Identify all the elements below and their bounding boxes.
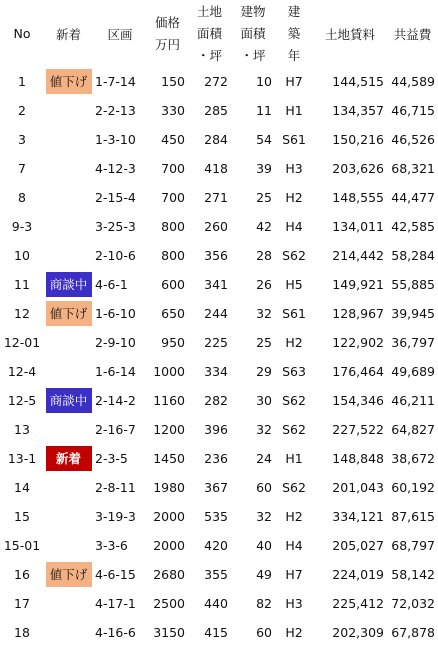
row-no: 12 bbox=[14, 306, 30, 321]
row-bldg-area: 32 bbox=[256, 422, 272, 437]
row-bldg-area: 49 bbox=[256, 567, 272, 582]
row-price: 800 bbox=[161, 248, 185, 263]
table-row bbox=[0, 444, 438, 473]
row-land-rent: 149,921 bbox=[332, 277, 384, 292]
row-badge bbox=[44, 270, 93, 299]
row-price: 450 bbox=[161, 132, 185, 147]
row-common-fee: 46,715 bbox=[391, 103, 435, 118]
table-row bbox=[0, 589, 438, 618]
row-land-area: 356 bbox=[204, 248, 228, 263]
row-badge bbox=[44, 299, 93, 328]
row-land-area: 271 bbox=[204, 190, 228, 205]
row-badge bbox=[44, 386, 93, 415]
row-price: 2000 bbox=[153, 509, 185, 524]
row-lot: 3-3-6 bbox=[95, 538, 128, 553]
row-common-fee: 44,589 bbox=[391, 74, 435, 89]
table-row bbox=[0, 154, 438, 183]
table-row bbox=[0, 473, 438, 502]
status-badge: 新着 bbox=[46, 446, 92, 471]
table-row bbox=[0, 415, 438, 444]
row-land-rent: 150,216 bbox=[332, 132, 384, 147]
row-land-rent: 203,626 bbox=[332, 161, 384, 176]
header-bldg-line1: 建物 bbox=[240, 3, 266, 19]
header-built-line1: 建 bbox=[287, 3, 301, 19]
row-price: 600 bbox=[161, 277, 185, 292]
row-bldg-area: 30 bbox=[256, 393, 272, 408]
row-price: 800 bbox=[161, 219, 185, 234]
header-bldg-area bbox=[231, 0, 275, 67]
row-bldg-area: 11 bbox=[256, 103, 272, 118]
row-badge bbox=[44, 125, 93, 154]
row-badge bbox=[44, 212, 93, 241]
row-bldg-area: 28 bbox=[256, 248, 272, 263]
row-price: 950 bbox=[161, 335, 185, 350]
row-land-rent: 227,522 bbox=[332, 422, 384, 437]
row-land-rent: 225,412 bbox=[332, 596, 384, 611]
row-land-area: 396 bbox=[204, 422, 228, 437]
row-common-fee: 68,321 bbox=[391, 161, 435, 176]
row-lot: 4-12-3 bbox=[95, 161, 136, 176]
row-price: 1450 bbox=[153, 451, 185, 466]
header-price-line2: 万円 bbox=[154, 36, 180, 52]
table-row bbox=[0, 357, 438, 386]
table-row bbox=[0, 386, 438, 415]
row-land-rent: 134,357 bbox=[332, 103, 384, 118]
row-price: 1000 bbox=[153, 364, 185, 379]
row-badge bbox=[44, 415, 93, 444]
table-row bbox=[0, 212, 438, 241]
row-land-area: 260 bbox=[204, 219, 228, 234]
row-bldg-area: 29 bbox=[256, 364, 272, 379]
header-bldg-line2: 面積 bbox=[240, 25, 266, 41]
row-badge bbox=[44, 154, 93, 183]
table-row bbox=[0, 328, 438, 357]
table-row bbox=[0, 560, 438, 589]
row-no: 12-5 bbox=[7, 393, 37, 408]
row-land-area: 440 bbox=[204, 596, 228, 611]
row-land-rent: 224,019 bbox=[332, 567, 384, 582]
row-common-fee: 58,284 bbox=[391, 248, 435, 263]
row-bldg-area: 54 bbox=[256, 132, 272, 147]
row-no: 17 bbox=[14, 596, 30, 611]
row-built-year: S63 bbox=[282, 364, 306, 379]
row-bldg-area: 32 bbox=[256, 509, 272, 524]
row-badge bbox=[44, 502, 93, 531]
table-row bbox=[0, 270, 438, 299]
row-lot: 2-8-11 bbox=[95, 480, 136, 495]
row-common-fee: 67,878 bbox=[391, 625, 435, 640]
row-land-rent: 148,555 bbox=[332, 190, 384, 205]
row-price: 1200 bbox=[153, 422, 185, 437]
row-land-area: 284 bbox=[204, 132, 228, 147]
row-price: 700 bbox=[161, 161, 185, 176]
row-no: 13 bbox=[14, 422, 30, 437]
row-bldg-area: 82 bbox=[256, 596, 272, 611]
row-badge bbox=[44, 241, 93, 270]
row-built-year: S61 bbox=[282, 306, 306, 321]
row-badge bbox=[44, 560, 93, 589]
row-built-year: H3 bbox=[285, 596, 303, 611]
row-built-year: H1 bbox=[285, 103, 303, 118]
header-common-fee: 共益費 bbox=[393, 26, 432, 42]
row-badge bbox=[44, 444, 93, 473]
row-no: 14 bbox=[14, 480, 30, 495]
row-common-fee: 60,192 bbox=[391, 480, 435, 495]
row-built-year: H4 bbox=[285, 538, 303, 553]
row-built-year: S62 bbox=[282, 422, 306, 437]
row-price: 3150 bbox=[153, 625, 185, 640]
header-price-line1: 価格 bbox=[154, 14, 180, 30]
row-no: 16 bbox=[14, 567, 30, 582]
row-land-rent: 144,515 bbox=[332, 74, 384, 89]
header-land-area bbox=[188, 0, 231, 67]
row-lot: 2-9-10 bbox=[95, 335, 136, 350]
row-common-fee: 39,945 bbox=[391, 306, 435, 321]
row-badge bbox=[44, 328, 93, 357]
row-bldg-area: 60 bbox=[256, 480, 272, 495]
row-built-year: H2 bbox=[285, 625, 303, 640]
row-common-fee: 87,615 bbox=[391, 509, 435, 524]
row-price: 2500 bbox=[153, 596, 185, 611]
row-no: 15-01 bbox=[3, 538, 41, 553]
table-row bbox=[0, 96, 438, 125]
row-built-year: H2 bbox=[285, 335, 303, 350]
row-built-year: H7 bbox=[285, 74, 303, 89]
row-bldg-area: 40 bbox=[256, 538, 272, 553]
row-land-rent: 176,464 bbox=[332, 364, 384, 379]
row-land-rent: 154,346 bbox=[332, 393, 384, 408]
header-built-line2: 築 bbox=[287, 25, 301, 41]
row-lot: 4-16-6 bbox=[95, 625, 136, 640]
row-badge bbox=[44, 67, 93, 96]
status-badge: 商談中 bbox=[46, 272, 92, 297]
row-built-year: H2 bbox=[285, 509, 303, 524]
table-row bbox=[0, 67, 438, 96]
row-badge bbox=[44, 589, 93, 618]
header-no: No bbox=[13, 26, 31, 41]
table-row bbox=[0, 299, 438, 328]
row-built-year: H7 bbox=[285, 567, 303, 582]
row-lot: 2-16-7 bbox=[95, 422, 136, 437]
row-badge bbox=[44, 183, 93, 212]
row-price: 1980 bbox=[153, 480, 185, 495]
row-land-rent: 201,043 bbox=[332, 480, 384, 495]
row-land-area: 244 bbox=[204, 306, 228, 321]
header-new: 新着 bbox=[55, 26, 81, 42]
row-land-rent: 148,848 bbox=[332, 451, 384, 466]
row-land-area: 225 bbox=[204, 335, 228, 350]
row-land-area: 355 bbox=[204, 567, 228, 582]
row-bldg-area: 39 bbox=[256, 161, 272, 176]
row-built-year: S62 bbox=[282, 480, 306, 495]
row-no: 1 bbox=[18, 74, 26, 89]
row-no: 11 bbox=[14, 277, 30, 292]
row-lot: 2-15-4 bbox=[95, 190, 136, 205]
row-bldg-area: 24 bbox=[256, 451, 272, 466]
row-built-year: H1 bbox=[285, 451, 303, 466]
table-row bbox=[0, 183, 438, 212]
row-common-fee: 55,885 bbox=[391, 277, 435, 292]
row-land-area: 415 bbox=[204, 625, 228, 640]
row-bldg-area: 32 bbox=[256, 306, 272, 321]
row-lot: 4-17-1 bbox=[95, 596, 136, 611]
row-no: 2 bbox=[18, 103, 26, 118]
row-land-rent: 128,967 bbox=[332, 306, 384, 321]
row-land-rent: 134,011 bbox=[332, 219, 384, 234]
row-price: 150 bbox=[161, 74, 185, 89]
row-land-area: 341 bbox=[204, 277, 228, 292]
row-lot: 2-10-6 bbox=[95, 248, 136, 263]
row-lot: 2-2-13 bbox=[95, 103, 136, 118]
header-bldg-line3: ・坪 bbox=[240, 47, 266, 63]
header-row bbox=[0, 0, 438, 67]
row-land-rent: 202,309 bbox=[332, 625, 384, 640]
row-badge bbox=[44, 531, 93, 560]
row-land-area: 272 bbox=[204, 74, 228, 89]
table-row bbox=[0, 531, 438, 560]
row-badge bbox=[44, 357, 93, 386]
row-common-fee: 58,142 bbox=[391, 567, 435, 582]
row-common-fee: 64,827 bbox=[391, 422, 435, 437]
row-built-year: H5 bbox=[285, 277, 303, 292]
row-bldg-area: 60 bbox=[256, 625, 272, 640]
row-common-fee: 44,477 bbox=[391, 190, 435, 205]
table-row bbox=[0, 502, 438, 531]
table-row bbox=[0, 125, 438, 154]
row-lot: 4-6-1 bbox=[95, 277, 128, 292]
row-price: 2000 bbox=[153, 538, 185, 553]
header-land-line1: 土地 bbox=[196, 3, 222, 19]
row-common-fee: 36,797 bbox=[391, 335, 435, 350]
row-no: 8 bbox=[18, 190, 26, 205]
row-no: 12-4 bbox=[7, 364, 37, 379]
row-lot: 3-25-3 bbox=[95, 219, 136, 234]
row-price: 1160 bbox=[153, 393, 185, 408]
row-lot: 1-6-14 bbox=[95, 364, 136, 379]
row-built-year: H3 bbox=[285, 161, 303, 176]
row-bldg-area: 25 bbox=[256, 335, 272, 350]
row-built-year: H4 bbox=[285, 219, 303, 234]
status-badge: 値下げ bbox=[46, 69, 92, 94]
table-body bbox=[0, 67, 438, 647]
row-price: 700 bbox=[161, 190, 185, 205]
row-lot: 1-3-10 bbox=[95, 132, 136, 147]
row-badge bbox=[44, 96, 93, 125]
row-no: 15 bbox=[14, 509, 30, 524]
table-row bbox=[0, 618, 438, 647]
row-price: 330 bbox=[161, 103, 185, 118]
header-land-line3: ・坪 bbox=[196, 47, 222, 63]
status-badge: 値下げ bbox=[46, 301, 92, 326]
row-price: 2680 bbox=[153, 567, 185, 582]
row-land-rent: 205,027 bbox=[332, 538, 384, 553]
row-lot: 2-14-2 bbox=[95, 393, 136, 408]
row-common-fee: 46,211 bbox=[391, 393, 435, 408]
row-lot: 1-7-14 bbox=[95, 74, 136, 89]
row-land-area: 334 bbox=[204, 364, 228, 379]
row-no: 18 bbox=[14, 625, 30, 640]
row-badge bbox=[44, 473, 93, 502]
row-bldg-area: 25 bbox=[256, 190, 272, 205]
header-land-rent: 土地賃料 bbox=[324, 26, 375, 42]
row-land-rent: 214,442 bbox=[332, 248, 384, 263]
row-built-year: S62 bbox=[282, 393, 306, 408]
row-lot: 4-6-15 bbox=[95, 567, 136, 582]
row-common-fee: 72,032 bbox=[391, 596, 435, 611]
header-lot: 区画 bbox=[107, 26, 133, 42]
row-land-area: 367 bbox=[204, 480, 228, 495]
row-land-area: 282 bbox=[204, 393, 228, 408]
row-lot: 2-3-5 bbox=[95, 451, 128, 466]
row-no: 3 bbox=[18, 132, 26, 147]
row-common-fee: 49,689 bbox=[391, 364, 435, 379]
row-no: 13-1 bbox=[7, 451, 37, 466]
row-no: 10 bbox=[14, 248, 30, 263]
row-built-year: H2 bbox=[285, 190, 303, 205]
row-lot: 3-19-3 bbox=[95, 509, 136, 524]
row-land-area: 236 bbox=[204, 451, 228, 466]
header-built-line3: 年 bbox=[287, 47, 301, 63]
row-land-area: 420 bbox=[204, 538, 228, 553]
row-badge bbox=[44, 618, 93, 647]
row-land-area: 285 bbox=[204, 103, 228, 118]
row-price: 650 bbox=[161, 306, 185, 321]
table-row bbox=[0, 241, 438, 270]
row-common-fee: 68,797 bbox=[391, 538, 435, 553]
row-land-area: 535 bbox=[204, 509, 228, 524]
row-common-fee: 46,526 bbox=[391, 132, 435, 147]
row-bldg-area: 42 bbox=[256, 219, 272, 234]
status-badge: 値下げ bbox=[46, 562, 92, 587]
row-bldg-area: 26 bbox=[256, 277, 272, 292]
row-land-rent: 122,902 bbox=[332, 335, 384, 350]
header-price bbox=[147, 0, 188, 67]
row-land-area: 418 bbox=[204, 161, 228, 176]
row-built-year: S61 bbox=[282, 132, 306, 147]
status-badge: 商談中 bbox=[46, 388, 92, 413]
row-land-rent: 334,121 bbox=[332, 509, 384, 524]
row-no: 9-3 bbox=[11, 219, 33, 234]
row-common-fee: 38,672 bbox=[391, 451, 435, 466]
header-built-year bbox=[275, 0, 313, 67]
row-no: 12-01 bbox=[3, 335, 41, 350]
row-bldg-area: 10 bbox=[256, 74, 272, 89]
row-lot: 1-6-10 bbox=[95, 306, 136, 321]
row-built-year: S62 bbox=[282, 248, 306, 263]
row-common-fee: 42,585 bbox=[391, 219, 435, 234]
row-no: 7 bbox=[18, 161, 26, 176]
header-land-line2: 面積 bbox=[196, 25, 222, 41]
